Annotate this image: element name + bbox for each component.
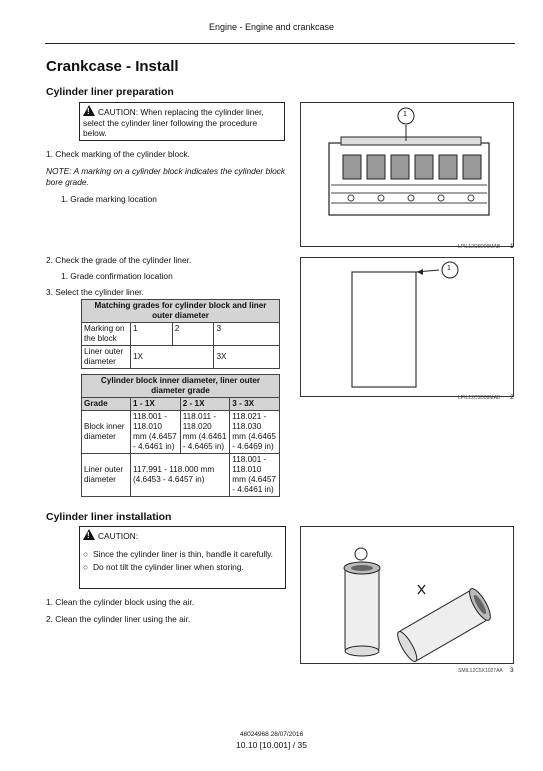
install-step-2: 2. Clean the cylinder liner using the air. <box>46 614 191 624</box>
table2-header: Cylinder block inner diameter, liner outer diameter grade <box>82 375 280 398</box>
footer-doc-id: 48024968 28/07/2016 <box>239 731 304 738</box>
substep-grade-marking: 1. Grade marking location <box>61 194 157 204</box>
substep-grade-confirmation: 1. Grade confirmation location <box>61 271 173 281</box>
table-row: Grade 1 - 1X 2 - 1X 3 - 3X <box>82 398 280 411</box>
table-row: Marking on the block 1 2 3 <box>82 323 280 346</box>
figure-1-code: LPIL12C5D09MAB <box>458 244 501 250</box>
figure-2-callout: 1 <box>447 265 451 272</box>
table-row: Liner outer diameter 1X 3X <box>82 346 280 369</box>
correct-mark-icon <box>355 548 367 560</box>
step-2-text: 2. Check the grade of the cylinder liner. <box>46 255 192 265</box>
warning-icon <box>83 529 95 540</box>
matching-grades-table <box>81 299 280 369</box>
install-step-1: 1. Clean the cylinder block using the air. <box>46 597 195 607</box>
caution-label: CAUTION: <box>98 531 139 541</box>
list-item: ○ Do not tilt the cylinder liner when storing. <box>83 562 244 572</box>
diameter-grade-table <box>81 374 280 497</box>
figure-3-code: SMIL12C5X1027AA <box>458 668 503 674</box>
figure-3-frame <box>300 526 514 664</box>
table1-header: Matching grades for cylinder block and liner outer diameter <box>82 300 280 323</box>
figure-2-number: 2 <box>510 394 514 401</box>
header-rule <box>45 43 515 44</box>
cylinder-liner-illustration <box>301 258 513 396</box>
step-3-text: 3. Select the cylinder liner. <box>46 287 144 297</box>
warning-icon <box>83 105 95 116</box>
caution-text: CAUTION: When replacing the cylinder liner, select the cylinder liner following the procedure below. <box>83 107 264 138</box>
figure-2-code: LPIL12C5D09MAB <box>458 395 501 401</box>
table-row: Block inner diameter 118.001 - 118.010 mm (4.6457 - 4.6461 in) 118.011 - 118.020 mm (4.6461 - 4.6465 in) 118.021 - 118.030 mm (4.6465 - 4.6469 in) <box>82 411 280 454</box>
figure-1-number: 1 <box>510 243 514 250</box>
step-1-text: 1. Check marking of the cylinder block. <box>46 149 190 159</box>
incorrect-mark-icon <box>418 585 425 594</box>
footer-page-number: 10.10 [10.001] / 35 <box>236 740 307 750</box>
cylinder-block-illustration <box>301 103 513 246</box>
section-heading-preparation: Cylinder liner preparation <box>46 86 174 98</box>
note-text: NOTE: A marking on a cylinder block indicates the cylinder block bore grade. <box>46 166 286 187</box>
page-title: Crankcase - Install <box>46 58 179 75</box>
liner-storage-illustration <box>301 527 513 663</box>
figure-3-number: 3 <box>510 667 514 674</box>
figure-2-frame <box>300 257 514 397</box>
figure-1-callout: 1 <box>403 111 407 118</box>
table-row: Liner outer diameter 117.991 - 118.000 mm (4.6453 - 4.6457 in) 118.001 - 118.010 mm (4.6457 - 4.6461 in) <box>82 454 280 497</box>
list-item: ○ Since the cylinder liner is thin, handle it carefully. <box>83 548 273 559</box>
caution-box-preparation <box>79 102 285 141</box>
figure-1-frame <box>300 102 514 247</box>
caution-box-installation <box>79 526 286 589</box>
running-header: Engine - Engine and crankcase <box>208 22 335 32</box>
section-heading-installation: Cylinder liner installation <box>46 511 172 523</box>
